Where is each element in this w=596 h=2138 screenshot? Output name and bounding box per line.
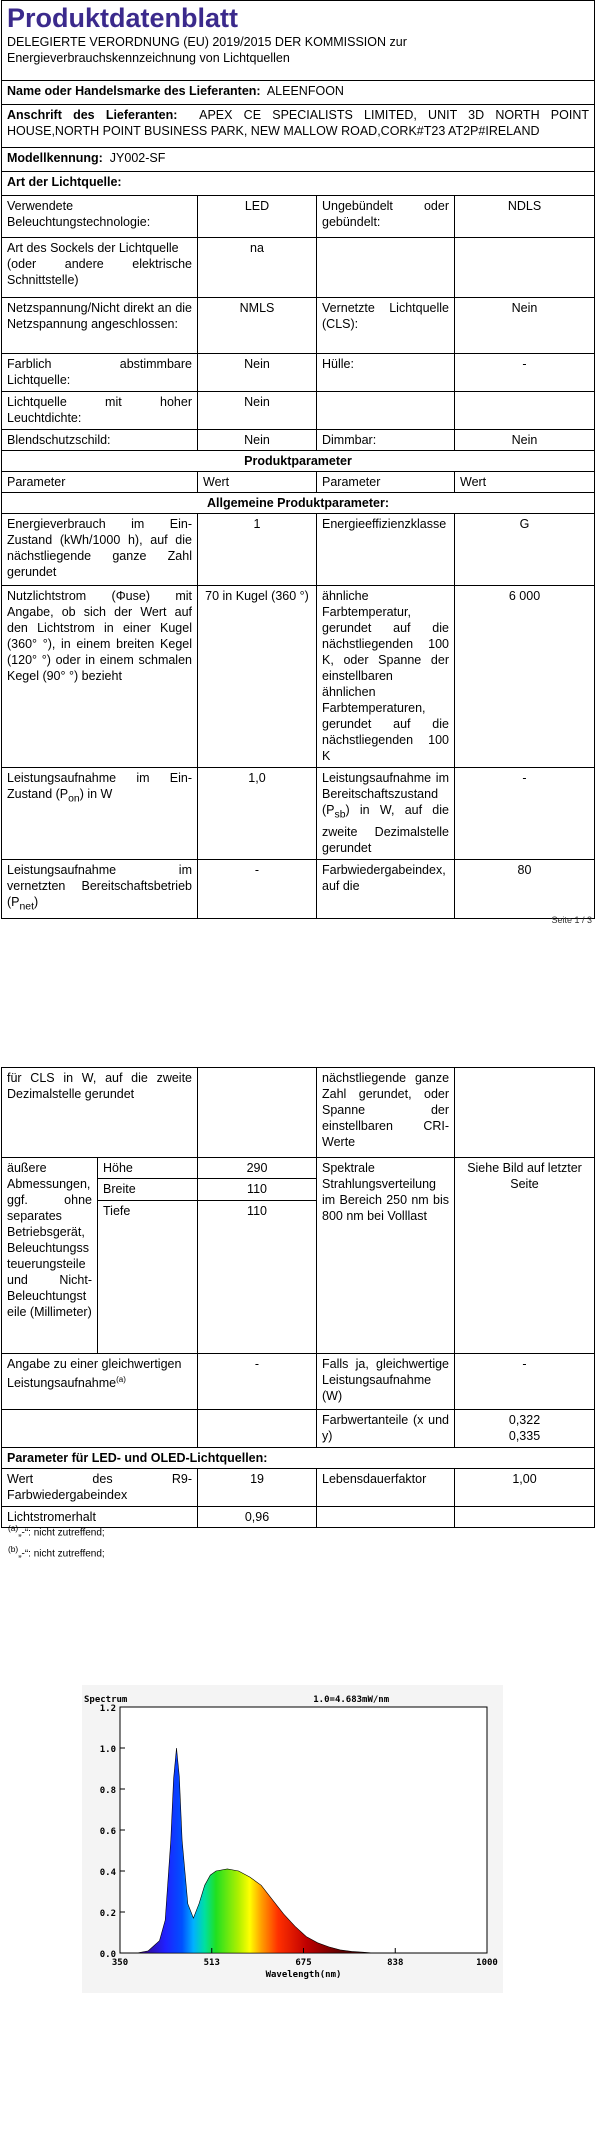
col-value: Wert [198, 472, 317, 493]
cct-label: ähnliche Farbtemperatur, gerundet auf die nächstliegenden 100 K, oder Spanne der einstellbaren ähnlichen Farbtemperaturen, gerundet auf die nächstliegenden 100 K [317, 586, 455, 768]
supplier-name-row [2, 81, 595, 105]
dimmable-value: Nein [455, 430, 595, 451]
dimensions-label: äußere Abmessungen, ggf. ohne separates Betriebsgerät, Beleuchtungssteuerungsteile und Nicht-Beleuchtungsteile (Millimeter) [2, 1158, 98, 1354]
high-luminance-label: Lichtquelle mit hoher Leuchtdichte: [2, 392, 198, 430]
equiv-power-value: - [198, 1354, 317, 1410]
tech-value: LED [198, 196, 317, 238]
psb-value: - [455, 768, 595, 860]
depth-value: 110 [198, 1200, 317, 1353]
psb-label-a: Leistungsaufnahme im Bereitschaftszustand (P [322, 771, 449, 817]
pon-label [2, 768, 198, 860]
lifetime-value: 1,00 [455, 1469, 595, 1507]
page-title: Produktdatenblatt [7, 3, 239, 33]
cri-value: 80 [455, 860, 595, 919]
cri-label: Farbwiedergabeindex, auf die [317, 860, 455, 919]
light-type-header: Art der Lichtquelle: [2, 172, 595, 196]
footnote-b-mark: (b) [8, 1544, 19, 1555]
equiv-power-text: Angabe zu einer gleichwertigen Leistungsaufnahme [7, 1357, 182, 1391]
empty-cell [198, 1410, 317, 1448]
footnote-a [8, 1520, 105, 1541]
pon-value: 1,0 [198, 768, 317, 860]
product-params-header: Produktparameter [2, 451, 595, 472]
footnote-b-text: „-“: nicht zutreffend; [18, 1548, 105, 1560]
tech-label: Verwendete Beleuchtungstechnologie: [2, 196, 198, 238]
header-cell [2, 1, 595, 81]
pnet-label-a: Leistungsaufnahme im vernetzten Bereitschaftsbetrieb (P [7, 863, 192, 909]
empty-cell [317, 1507, 455, 1528]
socket-label-2: (oder andere elektrische Schnittstelle) [7, 257, 192, 287]
width-value: 110 [198, 1179, 317, 1200]
datasheet-table-page-1 [1, 0, 595, 919]
supplier-name: ALEENFOON [266, 84, 344, 98]
x-axis-label: Wavelength(nm) [265, 1970, 342, 1980]
chroma-value-cell [455, 1410, 595, 1448]
depth-label: Tiefe [98, 1200, 198, 1353]
spd-label: Spektrale Strahlungsverteilung im Bereich 250 nm bis 800 nm bei Volllast [317, 1158, 455, 1354]
glare-shield-value: Nein [198, 430, 317, 451]
y-tick-label: 1.2 [99, 1704, 116, 1714]
lumen-maintenance-value: 0,96 [198, 1507, 317, 1528]
chart-title: Spectrum [84, 1695, 128, 1705]
x-tick-label: 838 [387, 1958, 404, 1968]
chart-annotation: 1.0=4.683mW/nm [313, 1695, 390, 1705]
chroma-x: 0,322 [508, 1413, 541, 1427]
undirected-value: NDLS [455, 196, 595, 238]
if-yes-label: Falls ja, gleichwertige Leistungsaufnahme (W) [317, 1354, 455, 1410]
energy-class-label: Energieeffizienzklasse [317, 514, 455, 586]
col-param: Parameter [317, 472, 455, 493]
psb-label-b: ) in W, auf die zweite Dezimalstelle gerundet [322, 803, 449, 855]
pnet-sub: net [19, 901, 34, 913]
empty-cell [455, 1068, 595, 1158]
y-tick-label: 1.0 [99, 1745, 116, 1755]
equiv-power-label [2, 1354, 198, 1410]
connected-value: Nein [455, 298, 595, 354]
height-label: Höhe [98, 1158, 198, 1179]
supplier-address-label: Anschrift des Lieferanten: [7, 108, 178, 122]
chroma-y: 0,335 [508, 1429, 541, 1443]
empty-cell [2, 1410, 198, 1448]
col-param: Parameter [2, 472, 198, 493]
model-row [2, 148, 595, 172]
footnote-a-mark: (a) [8, 1523, 19, 1533]
equiv-power-sup: (a) [116, 1375, 126, 1384]
footnote-b [8, 1541, 105, 1562]
pon-label-b: ) in W [79, 787, 113, 801]
general-params-header: Allgemeine Produktparameter: [2, 493, 595, 514]
x-tick-label: 675 [295, 1958, 312, 1968]
lifetime-label: Lebensdauerfaktor [317, 1469, 455, 1507]
y-tick-label: 0.8 [99, 1786, 116, 1796]
model-label: Modellkennung: [7, 151, 103, 165]
footnote-a-text: „-“: nicht zutreffend; [18, 1527, 105, 1539]
envelope-value: - [455, 354, 595, 392]
socket-value: na [198, 238, 317, 298]
r9-value: 19 [198, 1469, 317, 1507]
x-tick-label: 513 [203, 1958, 220, 1968]
page-1 [0, 0, 596, 919]
cri-continued: nächstliegende ganze Zahl gerundet, oder Spanne der einstellbaren CRI-Werte [317, 1068, 455, 1158]
spectrum-figure [82, 1685, 503, 1993]
supplier-address-row [2, 105, 595, 148]
pnet-continued: für CLS in W, auf die zweite Dezimalstelle gerundet [2, 1068, 198, 1158]
regulation-text: DELEGIERTE VERORDNUNG (EU) 2019/2015 DER KOMMISSION zur Energieverbrauchskennzeichnung von Lichtquellen [7, 35, 407, 65]
page-2 [0, 1067, 596, 1528]
x-tick-label: 350 [111, 1958, 129, 1968]
height-value: 290 [198, 1158, 317, 1179]
y-tick-label: 0.2 [99, 1909, 116, 1919]
cct-value: 6 000 [455, 586, 595, 768]
connected-label: Vernetzte Lichtquelle (CLS): [317, 298, 455, 354]
undirected-label: Ungebündelt oder gebündelt: [317, 196, 455, 238]
glare-shield-label: Blendschutzschild: [2, 430, 198, 451]
empty-cell [455, 392, 595, 430]
pnet-label-b: ) [33, 895, 39, 909]
col-value: Wert [455, 472, 595, 493]
mains-label: Netzspannung/Nicht direkt an die Netzspannung angeschlossen: [2, 298, 198, 354]
socket-label-cell [2, 238, 198, 298]
y-tick-label: 0.6 [99, 1827, 116, 1837]
spd-value: Siehe Bild auf letzter Seite [455, 1158, 595, 1354]
page-footer: Seite 1 / 3 [551, 915, 592, 925]
model-id: JY002-SF [109, 151, 166, 165]
y-tick-label: 0.0 [99, 1950, 116, 1960]
socket-label: Art des Sockels der Lichtquelle [7, 241, 179, 255]
datasheet-table-page-2 [1, 1067, 595, 1528]
spectrum-chart [82, 1685, 503, 1993]
footnotes [8, 1520, 105, 1563]
empty-cell [455, 1507, 595, 1528]
supplier-name-label: Name oder Handelsmarke des Lieferanten: [7, 84, 261, 98]
x-tick-label: 1000 [476, 1958, 498, 1968]
chroma-label: Farbwertanteile (x und y) [317, 1410, 455, 1448]
envelope-label: Hülle: [317, 354, 455, 392]
lumen-maintenance-label: Lichtstromerhalt [2, 1507, 198, 1528]
energy-label: Energieverbrauch im Ein-Zustand (kWh/1000 h), auf die nächstliegende ganze Zahl gerundet [2, 514, 198, 586]
pnet-value: - [198, 860, 317, 919]
empty-cell [455, 238, 595, 298]
empty-cell [317, 392, 455, 430]
empty-cell [317, 238, 455, 298]
flux-value: 70 in Kugel (360 °) [198, 586, 317, 768]
y-tick-label: 0.4 [99, 1868, 116, 1878]
tunable-label: Farblich abstimmbare Lichtquelle: [2, 354, 198, 392]
led-params-header: Parameter für LED- und OLED-Lichtquellen: [2, 1448, 595, 1469]
empty-cell [198, 1068, 317, 1158]
pon-label-a: Leistungsaufnahme im Ein-Zustand (P [7, 771, 192, 801]
energy-class-value: G [455, 514, 595, 586]
high-luminance-value: Nein [198, 392, 317, 430]
flux-label: Nutzlichtstrom (Φuse) mit Angabe, ob sich der Wert auf den Lichtstrom in einer Kugel (360° °), in einem breiten Kegel (120° °) oder in einem schmalen Kegel (90° °) bezieht [2, 586, 198, 768]
r9-label: Wert des R9-Farbwiedergabeindex [2, 1469, 198, 1507]
tunable-value: Nein [198, 354, 317, 392]
pon-sub: on [68, 793, 80, 805]
width-label: Breite [98, 1179, 198, 1200]
psb-sub: sb [334, 809, 346, 821]
dimmable-label: Dimmbar: [317, 430, 455, 451]
pnet-label [2, 860, 198, 919]
energy-value: 1 [198, 514, 317, 586]
if-yes-value: - [455, 1354, 595, 1410]
supplier-address: APEX CE SPECIALISTS LIMITED, UNIT 3D NORTH POINT HOUSE,NORTH POINT BUSINESS PARK, NEW MALLOW ROAD,CORK#T23 AT2P#IRELAND [7, 108, 589, 138]
mains-value: NMLS [198, 298, 317, 354]
psb-label [317, 768, 455, 860]
